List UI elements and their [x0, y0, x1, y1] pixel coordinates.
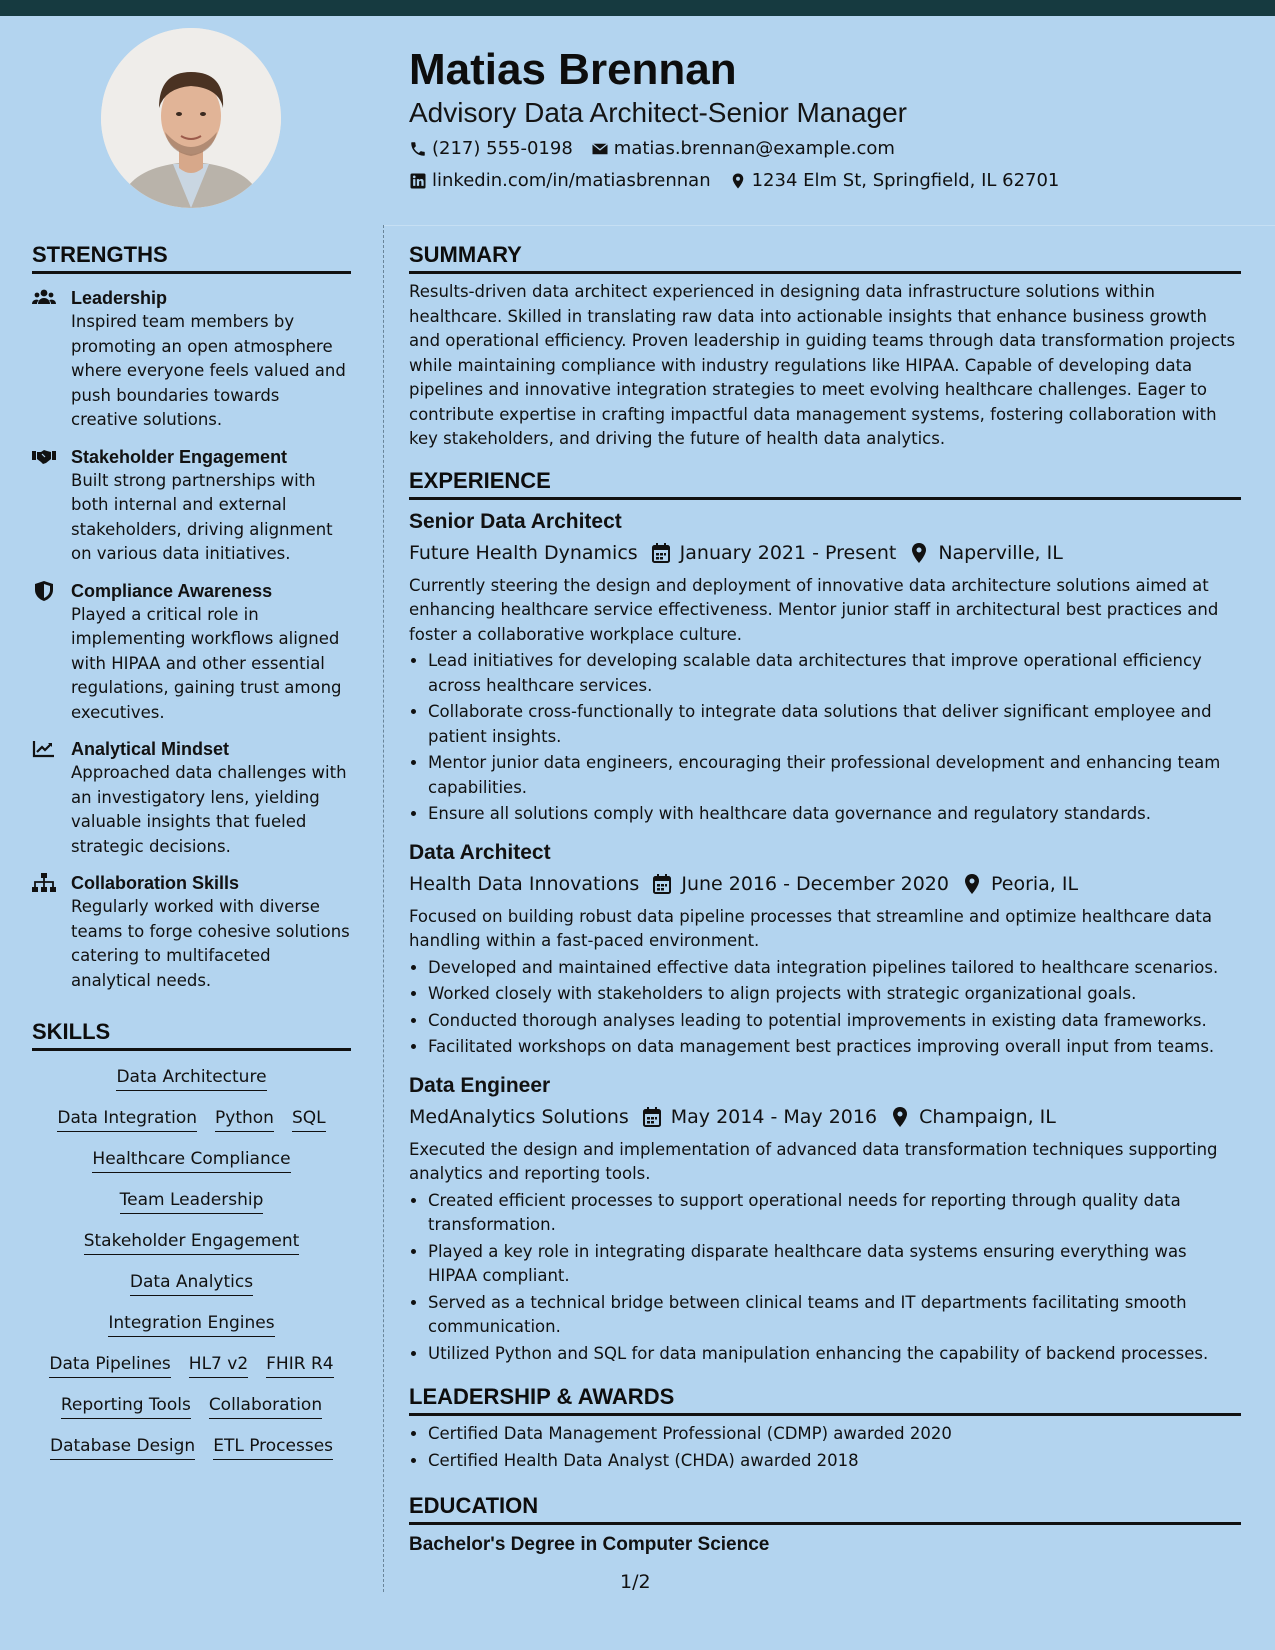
awards-list: [409, 1422, 1241, 1473]
summary-text: Results-driven data architect experienced in designing data infrastructure solutions within healthcare. Skilled in translating raw data into actionable insights that enhance business growth and operational efficiency. Proven leadership in guiding teams through data transformation projects while maintaining compliance with industry regulations like HIPAA. Capable of developing data pipelines and innovative integration strategies to meet evolving healthcare challenges. Eager to contribute expertise in crafting impactful data management systems, fostering collaboration with key stakeholders, and driving the future of health data analytics.: [409, 282, 1236, 448]
job-location: [963, 871, 1078, 897]
job-location: [910, 540, 1062, 566]
skills-heading: SKILLS: [32, 1017, 351, 1051]
envelope-icon: [591, 140, 609, 158]
map-pin-icon: [910, 543, 928, 563]
skill-tag: Data Architecture: [116, 1065, 266, 1091]
job-dates: [653, 871, 949, 897]
skill-tag: Collaboration: [209, 1393, 322, 1419]
email-text: matias.brennan@example.com: [613, 138, 895, 159]
job-company: MedAnalytics Solutions: [409, 1105, 629, 1128]
degree-title: Bachelor's Degree in Computer Science: [409, 1534, 770, 1555]
job-entry: [409, 1072, 1241, 1367]
skill-tag: Python: [215, 1106, 274, 1132]
job-bullet: • Utilized Python and SQL for data manipulation enhancing the capability of backend processes.: [428, 1342, 1241, 1367]
skill-tag: Data Pipelines: [49, 1352, 170, 1378]
job-bullets: [409, 956, 1241, 1060]
shield-icon: [32, 581, 56, 601]
handshake-icon: [32, 447, 56, 467]
experience-heading: EXPERIENCE: [409, 466, 1241, 500]
left-column: [32, 240, 351, 1467]
calendar-icon: [643, 1107, 661, 1127]
job-bullet: • Mentor junior data engineers, encouraging their professional development and enhancing team capabilities.: [428, 751, 1241, 800]
job-dates-text: June 2016 - December 2020: [681, 872, 949, 895]
awards-heading: LEADERSHIP & AWARDS: [409, 1382, 1241, 1416]
skill-tag: Stakeholder Engagement: [84, 1229, 300, 1255]
strength-item: [32, 286, 351, 433]
job-bullet: • Collaborate cross-functionally to integrate data solutions that deliver significant employee and patient insights.: [428, 700, 1241, 749]
job-meta: [409, 1104, 1241, 1130]
users-icon: [32, 288, 56, 308]
job-location: [891, 1104, 1056, 1130]
job-title: Data Engineer: [409, 1073, 551, 1097]
strength-desc: Played a critical role in implementing workflows aligned with HIPAA and other essential regulations, gaining trust among executives.: [71, 604, 342, 722]
job-desc: Executed the design and implementation of advanced data transformation techniques supporting analytics and reporting tools.: [409, 1139, 1218, 1183]
job-dates: [652, 540, 897, 566]
job-company: Future Health Dynamics: [409, 541, 638, 564]
candidate-title: Advisory Data Architect-Senior Manager: [409, 97, 907, 128]
address-contact: [729, 169, 1060, 193]
profile-photo: [101, 28, 281, 208]
job-dates-text: May 2014 - May 2016: [670, 1105, 878, 1128]
top-bar: [0, 0, 1275, 16]
job-dates: [643, 1104, 877, 1130]
job-bullet: • Created efficient processes to support operational needs for reporting through quality data transformation.: [428, 1189, 1241, 1238]
line-chart-icon: [32, 739, 56, 759]
strength-item: [32, 445, 351, 567]
map-pin-icon: [891, 1107, 909, 1127]
award-item: • Certified Health Data Analyst (CHDA) awarded 2018: [428, 1449, 1241, 1474]
map-pin-icon: [963, 874, 981, 894]
right-column: [409, 240, 1241, 1557]
job-bullets: [409, 649, 1241, 827]
job-bullet: • Conducted thorough analyses leading to potential improvements in existing data frameworks.: [428, 1009, 1241, 1034]
phone-text: (217) 555-0198: [432, 138, 573, 159]
page-number: 1/2: [620, 1571, 651, 1593]
strength-desc: Regularly worked with diverse teams to forge cohesive solutions catering to multifaceted analytical needs.: [71, 897, 350, 990]
column-divider: [383, 225, 384, 1592]
strength-desc: Approached data challenges with an investigatory lens, yielding valuable insights that fueled strategic decisions.: [71, 763, 347, 856]
job-location-text: Champaign, IL: [919, 1105, 1056, 1128]
award-item: • Certified Data Management Professional (CDMP) awarded 2020: [428, 1422, 1241, 1447]
address-text: 1234 Elm St, Springfield, IL 62701: [751, 170, 1060, 191]
job-location-text: Peoria, IL: [990, 872, 1079, 895]
calendar-icon: [653, 874, 671, 894]
strength-title: Leadership: [71, 288, 168, 308]
job-bullet: • Played a key role in integrating disparate healthcare data systems ensuring everything was HIPAA compliant.: [428, 1240, 1241, 1289]
skill-tag: Data Integration: [57, 1106, 197, 1132]
skill-tag: Database Design: [50, 1434, 195, 1460]
skill-tag: Integration Engines: [108, 1311, 274, 1337]
strength-title: Collaboration Skills: [71, 873, 240, 893]
job-meta: [409, 871, 1241, 897]
skills-list: [32, 1057, 351, 1467]
contact-row-2: [409, 169, 1229, 193]
email-contact[interactable]: [591, 137, 895, 161]
sitemap-icon: [32, 873, 56, 893]
job-bullet: • Facilitated workshops on data management best practices improving overall input from teams.: [428, 1035, 1241, 1060]
candidate-name: Matias Brennan: [409, 45, 737, 94]
job-title: Data Architect: [409, 840, 551, 864]
linkedin-text: linkedin.com/in/matiasbrennan: [432, 170, 711, 191]
job-dates-text: January 2021 - Present: [679, 541, 897, 564]
strength-title: Compliance Awareness: [71, 580, 273, 601]
job-bullet: • Developed and maintained effective data integration pipelines tailored to healthcare scenarios.: [428, 956, 1241, 981]
phone-contact[interactable]: [409, 137, 573, 161]
job-entry: [409, 508, 1241, 827]
skill-tag: SQL: [292, 1106, 326, 1132]
linkedin-icon: [409, 172, 427, 190]
job-desc: Currently steering the design and deployment of innovative data architecture solutions aimed at enhancing healthcare service effectiveness. Mentor junior staff in architectural best practices and foster a collaborative workplace culture.: [409, 575, 1219, 644]
job-title: Senior Data Architect: [409, 509, 622, 533]
skill-tag: Healthcare Compliance: [92, 1147, 290, 1173]
map-pin-icon: [729, 172, 747, 190]
skill-tag: FHIR R4: [266, 1352, 333, 1378]
job-meta: [409, 540, 1241, 566]
resume-header: [409, 44, 1229, 193]
summary-heading: SUMMARY: [409, 240, 1241, 274]
education-heading: EDUCATION: [409, 1491, 1241, 1525]
strength-title: Analytical Mindset: [71, 739, 230, 759]
strength-desc: Built strong partnerships with both internal and external stakeholders, driving alignment on various data initiatives.: [71, 470, 333, 563]
strengths-heading: STRENGTHS: [32, 240, 351, 274]
strength-item: [32, 579, 351, 726]
calendar-icon: [652, 543, 670, 563]
linkedin-contact[interactable]: [409, 169, 711, 193]
header-separator: [383, 225, 1275, 226]
job-bullets: [409, 1189, 1241, 1367]
job-entry: [409, 839, 1241, 1060]
job-bullet: • Lead initiatives for developing scalable data architectures that improve operational efficiency across healthcare services.: [428, 649, 1241, 698]
strength-item: [32, 737, 351, 859]
skill-tag: Data Analytics: [130, 1270, 253, 1296]
job-bullet: • Served as a technical bridge between clinical teams and IT departments facilitating smooth communication.: [428, 1291, 1241, 1340]
job-desc: Focused on building robust data pipeline processes that streamline and optimize healthcare data handling within a fast-paced environment.: [409, 906, 1213, 950]
strength-desc: Inspired team members by promoting an open atmosphere where everyone feels valued and push boundaries towards creative solutions.: [71, 312, 346, 429]
job-bullet: • Ensure all solutions comply with healthcare data governance and regulatory standards.: [428, 802, 1241, 827]
contact-row-1: [409, 137, 1229, 161]
skill-tag: ETL Processes: [213, 1434, 333, 1460]
job-company: Health Data Innovations: [409, 872, 640, 895]
skill-tag: HL7 v2: [189, 1352, 248, 1378]
skill-tag: Reporting Tools: [61, 1393, 191, 1419]
strength-title: Stakeholder Engagement: [71, 446, 288, 467]
job-location-text: Naperville, IL: [938, 541, 1063, 564]
phone-icon: [409, 140, 427, 158]
skill-tag: Team Leadership: [120, 1188, 264, 1214]
job-bullet: • Worked closely with stakeholders to align projects with strategic organizational goals.: [428, 982, 1241, 1007]
strength-item: [32, 871, 351, 993]
